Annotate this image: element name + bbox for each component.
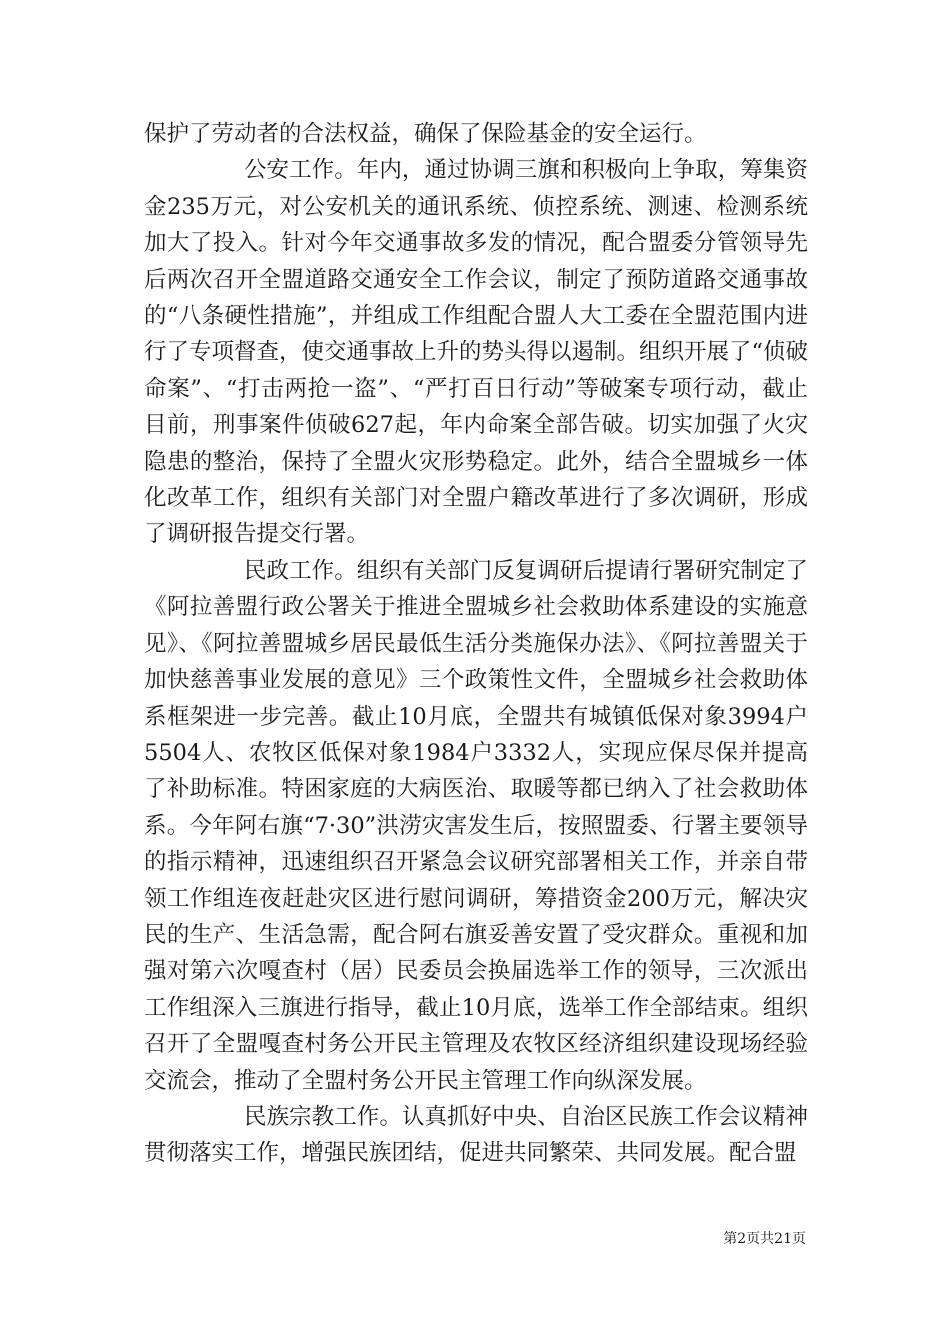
page-number-footer: 第2页共21页 <box>723 1231 806 1247</box>
paragraph-continuation: 保护了劳动者的合法权益，确保了保险基金的安全运行。 <box>144 121 707 147</box>
paragraph-civil-affairs: 民政工作。组织有关部门反复调研后提请行署研究制定了《阿拉善盟行政公署关于推进全盟城乡社会救助体系建设的实施意见》、《阿拉善盟城乡居民最低生活分类施保办法》、《阿拉善盟关于加快慈善事业发展的意见》三个政策性文件，全盟城乡社会救助体系框架进一步完善。截止10月底，全盟共有城镇低保对象3994户5504人、农牧区低保对象1984户3332人，实现应保尽保并提高了补助标准。特困家庭的大病医治、取暖等都已纳入了社会救助体系。今年阿右旗“7·30”洪涝灾害发生后，按照盟委、行署主要领导的指示精神，迅速组织召开紧急会议研究部署相关工作，并亲自带领工作组连夜赶赴灾区进行慰问调研，筹措资金200万元，解决灾民的生产、生活急需，配合阿右旗妥善安置了受灾群众。重视和加强对第六次嘎查村（居）民委员会换届选举工作的领导，三次派出工作组深入三旗进行指导，截止10月底，选举工作全部结束。组织召开了全盟嘎查村务公开民主管理及农牧区经济组织建设现场经验交流会，推动了全盟村务公开民主管理工作向纵深发展。 <box>144 557 808 1094</box>
paragraph-ethnic-religion: 民族宗教工作。认真抓好中央、自治区民族工作会议精神贯彻落实工作，增强民族团结，促进共同繁荣、共同发展。配合盟 <box>144 1103 808 1167</box>
paragraph-public-security: 公安工作。年内，通过协调三旗和积极向上争取，筹集资金235万元，对公安机关的通讯系统、侦控系统、测速、检测系统加大了投入。针对今年交通事故多发的情况，配合盟委分管领导先后两次召开全盟道路交通安全工作会议，制定了预防道路交通事故的“八条硬性措施”，并组成工作组配合盟人大工委在全盟范围内进行了专项督查，使交通事故上升的势头得以遏制。组织开展了“侦破命案”、“打击两抢一盗”、“严打百日行动”等破案专项行动，截止目前，刑事案件侦破627起，年内命案全部告破。切实加强了火灾隐患的整治，保持了全盟火灾形势稳定。此外，结合全盟城乡一体化改革工作，组织有关部门对全盟户籍改革进行了多次调研，形成了调研报告提交行署。 <box>144 157 809 548</box>
document-body <box>144 116 808 1172</box>
